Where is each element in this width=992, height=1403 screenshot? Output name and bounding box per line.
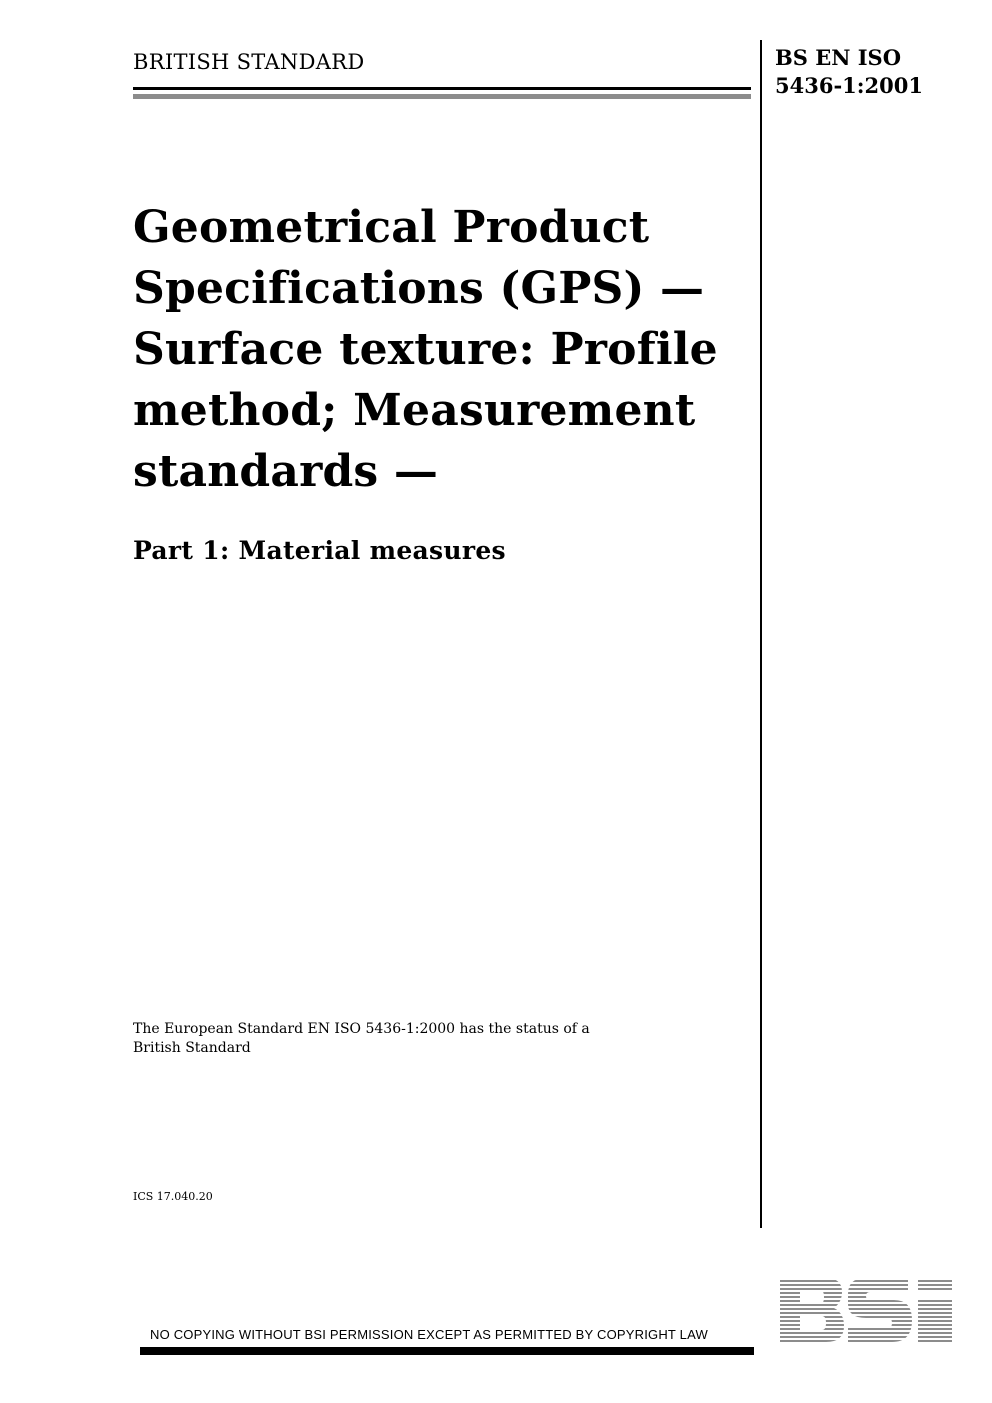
bsi-logo-text: BSi	[778, 1276, 780, 1277]
document-type-label: BRITISH STANDARD	[133, 50, 365, 74]
document-title: Geometrical Product Specifications (GPS) — Surface texture: Profile method; Measurement standards —	[133, 202, 718, 497]
part-title: Part 1: Material measures	[133, 536, 506, 565]
standard-number: BS EN ISO 5436-1:2001	[775, 45, 923, 98]
vertical-divider	[760, 40, 762, 1228]
footer-rule	[140, 1347, 754, 1355]
header-rule-grey	[133, 94, 751, 99]
bsi-logo	[778, 1276, 956, 1344]
status-note: The European Standard EN ISO 5436-1:2000 has the status of a British Standard	[133, 1021, 590, 1056]
ics-code: ICS 17.040.20	[133, 1190, 213, 1203]
header-rule	[133, 87, 751, 90]
copyright-notice: NO COPYING WITHOUT BSI PERMISSION EXCEPT AS PERMITTED BY COPYRIGHT LAW	[150, 1327, 708, 1342]
